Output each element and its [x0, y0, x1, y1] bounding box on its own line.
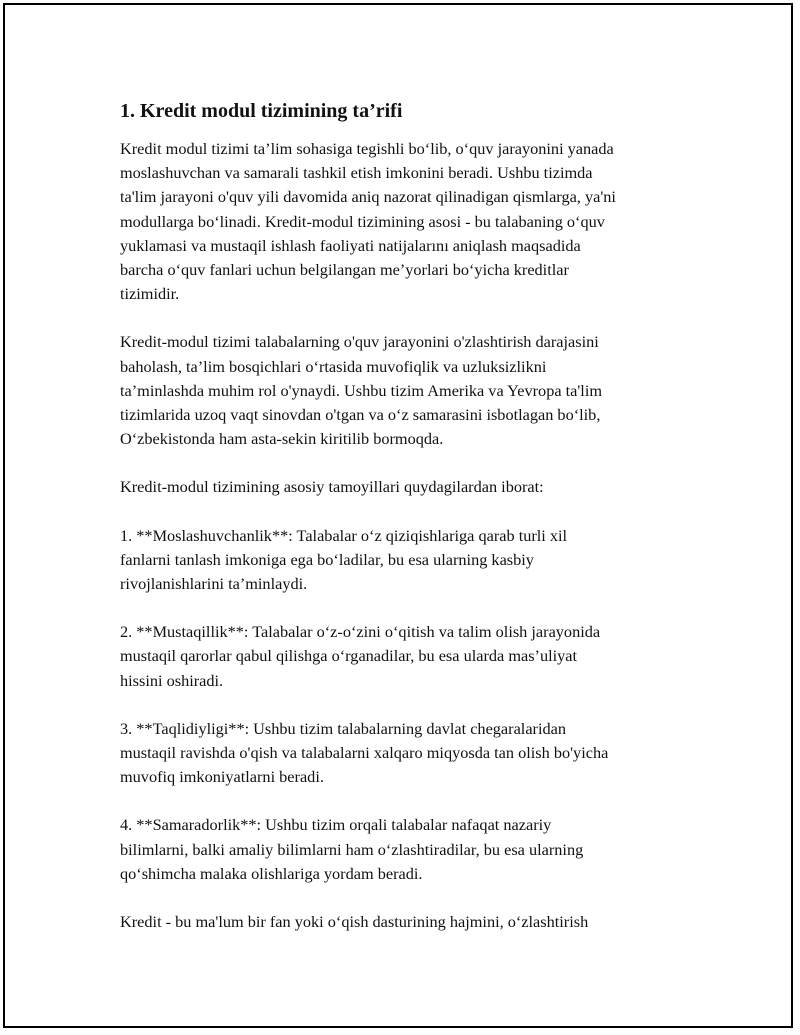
text-line: tizimidir. — [120, 284, 180, 304]
text-line: ta'lim jarayoni o'quv yili davomida aniq nazorat qilinadigan qismlarga, ya'ni — [120, 187, 616, 207]
text-line: barcha o‘quv fanlari uchun belgilangan me’yorlari bo‘yicha kreditlar — [120, 260, 569, 280]
text-line: moslashuvchan va samarali tashkil etish imkonini beradi. Ushbu tizimda — [120, 163, 593, 183]
text-line: 4. **Samaradorlik**: Ushbu tizim orqali talabalar nafaqat nazariy — [120, 815, 552, 835]
text-line: Kredit modul tizimi ta’lim sohasiga tegishli bo‘lib, o‘quv jarayonini yanada — [120, 139, 614, 158]
text-line: mustaqil qarorlar qabul qilishga o‘rganadilar, bu esa ularda mas’uliyat — [120, 646, 578, 666]
paragraph — [120, 717, 680, 790]
text-line: Kredit - bu ma'lum bir fan yoki o‘qish dasturining hajmini, o‘zlashtirish — [120, 912, 589, 932]
paragraph — [120, 475, 680, 499]
text-line: mustaqil ravishda o'qish va talabalarni xalqaro miqyosda tan olish bo'yicha — [120, 743, 609, 763]
text-line: modullarga bo‘linadi. Kredit-modul tizimining asosi - bu talabaning o‘quv — [120, 211, 605, 231]
paragraph — [120, 620, 680, 693]
text-line: tizimlarida uzoq vaqt sinovdan o'tgan va o‘z samarasini isbotlagan bo‘lib, — [120, 405, 601, 425]
document-body — [120, 97, 680, 958]
text-line: O‘zbekistonda ham asta-sekin kiritilib bormoqda. — [120, 429, 444, 449]
text-line: qo‘shimcha malaka olishlariga yordam beradi. — [120, 863, 423, 883]
text-line: Kredit-modul tizimi talabalarning o'quv jarayonini o'zlashtirish darajasini — [120, 332, 599, 352]
text-line: fanlarni tanlash imkoniga ega bo‘ladilar, bu esa ularning kasbiy — [120, 549, 534, 569]
text-line: muvofiq imkoniyatlarni beradi. — [120, 767, 324, 787]
text-line: ta’minlashda muhim rol o'ynaydi. Ushbu tizim Amerika va Yevropa ta'lim — [120, 380, 603, 400]
text-line: rivojlanishlarini ta’minlaydi. — [120, 574, 308, 594]
text-line: Kredit-modul tizimining asosiy tamoyillari quydagilardan iborat: — [120, 477, 544, 497]
page-frame — [3, 3, 793, 1028]
text-line: hissini oshiradi. — [120, 670, 224, 690]
paragraph — [120, 813, 680, 886]
section-title: 1. Kredit modul tizimining ta’rifi — [120, 100, 403, 122]
paragraph-list — [120, 137, 680, 934]
text-line: yuklamasi va mustaqil ishlash faoliyati natijalarını aniqlash maqsadida — [120, 235, 581, 255]
paragraph — [120, 910, 680, 934]
text-line: 2. **Mustaqillik**: Talabalar o‘z-o‘zini o‘qitish va talim olish jarayonida — [120, 622, 601, 642]
text-line: baholash, ta’lim bosqichlari o‘rtasida muvofiqlik va uzluksizlikni — [120, 356, 547, 376]
paragraph — [120, 524, 680, 597]
paragraph — [120, 137, 680, 306]
text-line: bilimlarni, balki amaliy bilimlarni ham o‘zlashtiradilar, bu esa ularning — [120, 839, 584, 859]
text-line: 1. **Moslashuvchanlik**: Talabalar o‘z qiziqishlariga qarab turli xil — [120, 525, 568, 545]
text-line: 3. **Taqlidiyligi**: Ushbu tizim talabalarning davlat chegaralaridan — [120, 718, 567, 738]
paragraph — [120, 330, 680, 451]
